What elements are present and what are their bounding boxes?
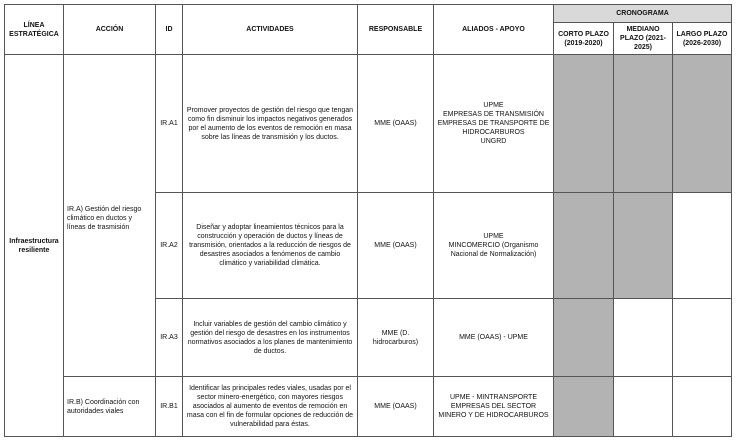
header-row-top <box>5 5 732 23</box>
aliados-cell: UPME - MINTRANSPORTE EMPRESAS DEL SECTOR MINERO Y DE HIDROCARBUROS <box>434 377 554 437</box>
table-row <box>5 55 732 193</box>
accion-b-cell: IR.B) Coordinación con autoridades viales <box>64 377 156 437</box>
responsable-cell: MME (OAAS) <box>358 55 434 193</box>
header-largo-plazo: LARGO PLAZO (2026-2030) <box>673 23 732 55</box>
responsable-cell: MME (D. hidrocarburos) <box>358 299 434 377</box>
cronograma-mediano-cell <box>614 377 673 437</box>
actividad-cell: Identificar las principales redes viales, usadas por el sector minero-energético, con mayores riesgos asociados al aumento de eventos de remoción en masa con el fin de formular opciones de reducción de vulnerabilidad para éstas. <box>183 377 358 437</box>
header-accion: ACCIÓN <box>64 5 156 55</box>
header-aliados: ALIADOS - APOYO <box>434 5 554 55</box>
cronograma-largo-cell <box>673 193 732 299</box>
id-cell: IR.A2 <box>156 193 183 299</box>
cronograma-corto-cell <box>554 193 614 299</box>
id-cell: IR.A1 <box>156 55 183 193</box>
actividad-cell: Diseñar y adoptar lineamientos técnicos para la construcción y operación de ductos y líneas de transmisión, orientados a la reducción de riesgos de desastres asociados a fenómenos de cambio climático y variabilidad climática. <box>183 193 358 299</box>
cronograma-mediano-cell <box>614 193 673 299</box>
aliados-cell: MME (OAAS) - UPME <box>434 299 554 377</box>
actividad-cell: Incluir variables de gestión del cambio climático y gestión del riesgo de desastres en los instrumentos normativos asociados a los planes de mantenimiento de ductos. <box>183 299 358 377</box>
cronograma-corto-cell <box>554 299 614 377</box>
table-row <box>5 377 732 437</box>
action-plan-table <box>4 4 732 437</box>
cronograma-largo-cell <box>673 377 732 437</box>
header-responsable: RESPONSABLE <box>358 5 434 55</box>
header-actividades: ACTIVIDADES <box>183 5 358 55</box>
accion-a-cell: IR.A) Gestión del riesgo climático en ductos y líneas de trasmisión <box>64 55 156 377</box>
header-id: ID <box>156 5 183 55</box>
document <box>4 4 732 437</box>
responsable-cell: MME (OAAS) <box>358 377 434 437</box>
cronograma-largo-cell <box>673 299 732 377</box>
actividad-cell: Promover proyectos de gestión del riesgo que tengan como fin disminuir los impactos negativos generados por el aumento de los eventos de remoción en masa sobre las líneas de transmisión y los ductos. <box>183 55 358 193</box>
cronograma-mediano-cell <box>614 299 673 377</box>
aliados-cell: UPME EMPRESAS DE TRANSMISIÓN EMPRESAS DE TRANSPORTE DE HIDROCARBUROS UNGRD <box>434 55 554 193</box>
id-cell: IR.B1 <box>156 377 183 437</box>
aliados-cell: UPME MINCOMERCIO (Organismo Nacional de Normalización) <box>434 193 554 299</box>
header-linea: LÍNEA ESTRATÉGICA <box>5 5 64 55</box>
cronograma-largo-cell <box>673 55 732 193</box>
header-cronograma: CRONOGRAMA <box>554 5 732 23</box>
header-corto-plazo: CORTO PLAZO (2019-2020) <box>554 23 614 55</box>
header-mediano-plazo: MEDIANO PLAZO (2021-2025) <box>614 23 673 55</box>
cronograma-corto-cell <box>554 55 614 193</box>
responsable-cell: MME (OAAS) <box>358 193 434 299</box>
cronograma-mediano-cell <box>614 55 673 193</box>
linea-estrategica-cell: Infraestructura resiliente <box>5 55 64 437</box>
cronograma-corto-cell <box>554 377 614 437</box>
id-cell: IR.A3 <box>156 299 183 377</box>
